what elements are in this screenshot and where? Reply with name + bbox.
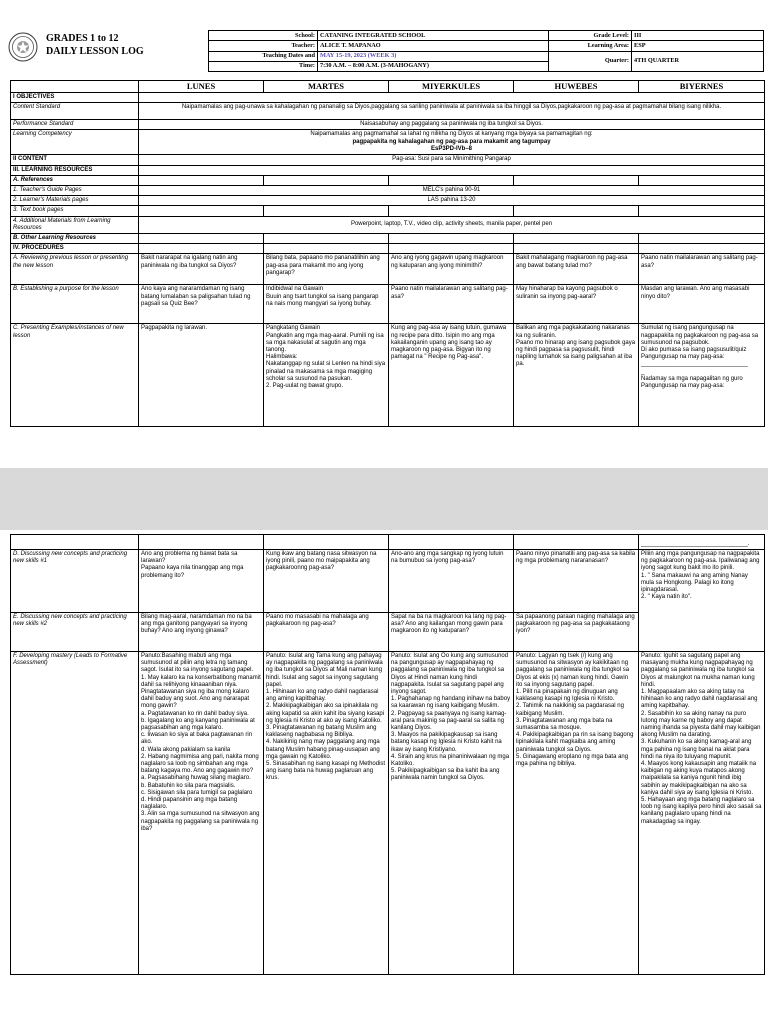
mastery-miyerkules: Panuto: Isulat ang Oo kung ang sumusunod na pangungusap ay nagpapahayag ng paggalang sa paniniwala ng iba tungkol sa Diyos at Hindi naman kung hindi nagpapakita. Isulat sa sagutang papel ang inyong sagot. 1. Paghahanap ng handang inihaw na baboy sa kaarawan ng isang kaibigang Muslim. 2. Pagpayag sa paanyaya ng isang kamag-aral para makinig sa pag-aaral sa salita ng kanilang Diyos. 3. Maayos na pakikipagkausap sa isang batang kasapi ng Iglesia ni Kristo kahit na ikaw ay isang Kristiyano. 4. Sirain ang krus na pinaniniwalaan ng mga Katoliko. 5. Pakikipagkaibigan sa iba kahit iba ang paniniwala namin tungkol sa Diyos. xyxy=(389,652,514,975)
examples-biyernes: Sumulat ng isang pangungusap na nagpapakita ng pagkakaroon ng pag-asa sa sumusunod na pagsubok. Di ako pumasa sa isang pagsusulit/quiz Pangungusap na may pag-asa: ________________________________ _ Nadamay sa mga napagalitan ng guro Pangungusap na may pag-asa: xyxy=(639,324,765,427)
school-label: School: xyxy=(209,31,318,41)
grade-label: Grade Level: xyxy=(549,31,632,41)
blank-cell xyxy=(639,206,765,216)
area-label: Learning Area: xyxy=(549,41,632,51)
competency-line2: pagpapakita ng kahalagahan ng pag-asa para makamit ang tagumpay xyxy=(352,138,551,145)
dates-label: Teaching Dates and xyxy=(209,51,318,61)
examples-martes: Pangkatang Gawain Pangkatin ang mga mag-aaral. Pumili ng isa sa mga nakasulat at sagutin ang mga tanong. Halimbawa: Nakatanggap ng sulat si Lenlen na hindi siya pinalad na makasama sa mga magiging scholar sa susunod na pasukan. 2. Pag-uulat ng bawat grupo. xyxy=(264,324,389,427)
purpose-lunes: Ano kaya ang nararamdaman ng isang batang lumalaban sa paligsahan tulad ng pagsali sa Quiz Bee? xyxy=(139,285,264,324)
form-title-grades: GRADES 1 to 12 xyxy=(46,33,119,44)
mastery-biyernes: Panuto: Iguhit sa sagutang papel ang masayang mukha kung nagpapahayag ng paggalang sa paniniwala ng iba tungkol sa Diyos at malungkot na mukha naman kung hindi. 1. Magpapaalam ako sa aking tatay na hihinaan ko ang radyo dahil nagdarasal ang aming kapitbahay. 2. Sasabihin ko sa aking nanay na puro lutong may karne ng baboy ang dapat naming ihanda sa piyesta dahil may kaibigan akong Muslim na darating. 3. Kukuhanin ko sa aking kamag-aral ang mga pahina ng isang banal na aklat para hindi na niya ito tuluyang mapunit. 4. Maayos kong kakausapin ang mataiik na kaibigan ng aking kuya matapos akong maipakilala sa kaniya ngunit hindi ibig sabihin ay makikipagkaibigan na ako sa kaniya dahil siya ay isang Iglesia ni Kristo. 5. Hahayaan ang mga batang naglalaro sa loob ng isang kapilya pero hindi ako sasali sa kanilang paglalaro upang hindi na makadagdag sa ingay. xyxy=(639,652,765,975)
competency-cell xyxy=(139,130,765,155)
competency-code: EsP3PD-IVb–8 xyxy=(430,145,473,152)
blank-cell xyxy=(264,206,389,216)
purpose-huwebes: May hinaharap ba kayong pagsubok o suliranin sa inyong pag-aaral? xyxy=(514,285,639,324)
teachers-guide-label: 1. Teacher's Guide Pages xyxy=(11,186,139,196)
discuss2-huwebes: Sa papaanong paraan naging mahalaga ang pagkakaroon ng pag-asa sa pagkakataong iyon? xyxy=(514,613,639,652)
area-value: ESP xyxy=(632,41,764,51)
blank-cell xyxy=(389,206,514,216)
page-two xyxy=(0,530,768,1024)
purpose-miyerkules: Paano natin mailalarawan ang salitang pag-asa? xyxy=(389,285,514,324)
learners-materials-label: 2. Learner's Materials pages xyxy=(11,196,139,206)
blank-cell xyxy=(264,175,389,185)
review-huwebes: Bakit mahalagang magkaroon ng pag-asa ang bawat batang tulad mo? xyxy=(514,254,639,285)
mastery-label: F. Developing mastery (Leads to Formative Assessment) xyxy=(11,652,139,975)
blank-cell xyxy=(264,234,389,244)
blank-cell xyxy=(514,206,639,216)
review-miyerkules: Ano ang iyong gagawin upang magkaroon ng katuparan ang iyong minimithi? xyxy=(389,254,514,285)
continuation-blank: ________________________________. xyxy=(639,535,765,550)
form-title-dll: DAILY LESSON LOG xyxy=(46,46,144,57)
examples-label: C. Presenting Examples/instances of new lesson xyxy=(11,324,139,427)
learners-materials-text: LAS pahina 13-20 xyxy=(139,196,765,206)
blank-cell xyxy=(639,175,765,185)
time-value: 7:30 A.M. – 8:00 A.M. (3-MAHOGANY) xyxy=(318,61,549,71)
blank-cell xyxy=(514,234,639,244)
page-gap xyxy=(0,468,768,530)
resources-blank xyxy=(139,165,765,175)
blank-cell xyxy=(139,175,264,185)
blank-cell xyxy=(264,535,389,550)
discuss1-lunes: Ano ang problema ng bawat bata sa larawan? Papaano kaya nila tinanggap ang mga problemang ito? xyxy=(139,550,264,613)
discuss2-miyerkules: Sapat na ba na magkaroon ka lang ng pag-asa? Ano ang kailangan mong gawin para magkaroon ito ng katuparan? xyxy=(389,613,514,652)
day-header-huwebes: HUWEBES xyxy=(514,81,639,93)
mastery-martes: Panuto: Isulat ang Tama kung ang pahayag ay nagpapakita ng paggalang sa paniniwala ng iba tungkol sa Diyos at Mali naman kung hindi. Isulat ang sagot sa inyong sagutang papel. 1. Hihinaan ko ang radyo dahil nagdarasal ang aming kapitbahay. 2. Makikipagkaibigan ako sa ipinakilala ng aking kapatid sa akin kahit iba siyang kasapi ng Iglesia ni Kristo at ako ay isang Katoliko. 3. Pinagtatawanan ng batang Muslim ang kaklaseng nagbabasa ng Bibliya. 4. Nakikinig nang may paggalang ang mga batang Muslim habang pinag-uusapan ang mga gawain ng Katoliko. 5. Sinasabihan ng isang kasapi ng Methodist ang isang bata na huwag paglaruan ang krus. xyxy=(264,652,389,975)
blank-cell xyxy=(389,244,514,254)
additional-materials-text: Powerpoint, laptop, T.V., video clip, activity sheets, manila paper, pentel pen xyxy=(139,216,765,233)
blank-cell xyxy=(639,234,765,244)
school-value: CATANING INTEGRATED SCHOOL xyxy=(318,31,549,41)
review-lunes: Bakit nararapat na igalang natin ang paniniwala ng iba tungkol sa Diyos? xyxy=(139,254,264,285)
performance-standard-text: Naisasabuhay ang paggalang sa paniniwala ng iba tungkol sa Diyos. xyxy=(139,120,765,130)
quarter-value: 4TH QUARTER xyxy=(632,51,764,72)
blank-cell xyxy=(389,175,514,185)
content-heading: II CONTENT xyxy=(11,155,139,165)
blank-cell xyxy=(139,234,264,244)
day-header-lunes: LUNES xyxy=(139,81,264,93)
blank-cell xyxy=(514,175,639,185)
day-header-miyerkules: MIYERKULES xyxy=(389,81,514,93)
review-label: A. Reviewing previous lesson or presenting the new lesson xyxy=(11,254,139,285)
review-martes: Bilang bata, papaano mo pananatilihin ang pag-asa para makamit mo ang iyong pangarap? xyxy=(264,254,389,285)
blank-cell xyxy=(639,244,765,254)
examples-lunes: Pagpapakita ng larawan. xyxy=(139,324,264,427)
discuss1-label: D. Discussing new concepts and practicing new skills #1 xyxy=(11,550,139,613)
additional-materials-label: 4. Additional Materials from Learning Resources xyxy=(11,216,139,233)
header-info-table xyxy=(208,30,764,72)
mastery-huwebes: Panuto: Lagyan ng tsek (/) kung ang sumusunod na sitwasyon ay kakikitaan ng paggalang sa paniniwala ng iba tungkol sa Diyos at ekis (x) naman kung hindi. Gawin ito sa inyong sagutang papel. 1. Pilit na pinapakain ng dinuguan ang kaklaseng kasapi ng Iglesia ni Kristo. 2. Tahimik na nakikinig sa pagdarasal ng kaibigang Muslim. 3. Pinagtatawanan ang mga bata na sumasamba sa mosque. 4. Pakikipagkaibigan pa rin sa isang bagong lipinakilala kahit magkaiba ang aming paniniwala tungkol sa Diyos. 5. Ginagawang eroplano ng mga bata ang mga pahina ng bibliya. xyxy=(514,652,639,975)
blank-cell xyxy=(264,244,389,254)
discuss2-lunes: Bilang mag-aaral, naramdaman mo na ba ang mga ganitong pangyayari sa inyong buhay? Ano ang inyong ginawa? xyxy=(139,613,264,652)
quarter-label: Quarter: xyxy=(549,51,632,72)
discuss1-martes: Kung ikaw ang batang nasa sitwasyon na iyong pinili, paano mo maipapakita ang pagkakaroonng pag-asa? xyxy=(264,550,389,613)
teacher-value: ALICE T. MAPANAO xyxy=(318,41,549,51)
examples-miyerkules: Kung ang pag-asa ay isang lutuin, gumawa ng recipe para ditto. Isipin mo ang mga kakailanganin upang ang isang tao ay magkaroon ng pag-asa. Bigyan ito ng pamagat na " Recipe ng Pag-asa". xyxy=(389,324,514,427)
procedures-heading: IV. PROCEDURES xyxy=(11,244,139,254)
purpose-martes: Indibidwal na Gawain Buuin ang tsart tungkol sa isang pangarap na nais mong mangyari sa iyong buhay. xyxy=(264,285,389,324)
deped-seal-icon xyxy=(8,32,38,62)
teachers-guide-text: MELC's pahina 90-91 xyxy=(139,186,765,196)
performance-standard-label: Performance Standard xyxy=(11,120,139,130)
content-text: Pag-asa: Susi para sa Minimithing Pangarap xyxy=(139,155,765,165)
teacher-label: Teacher: xyxy=(209,41,318,51)
content-standard-text: Naipamamalas ang pag-unawa sa kahalagahan ng pananalig sa Diyos,paggalang sa sariling paniniwala at paniniwala sa iba hinggil sa Diyos,pagkakaroon ng pag-asa at pagmamahal bilang isang nilikha. xyxy=(139,103,765,120)
competency-label: Learning Competency xyxy=(11,130,139,155)
review-biyernes: Paano natin mailalarawan ang salitang pag-asa? xyxy=(639,254,765,285)
blank-cell xyxy=(389,535,514,550)
examples-huwebes: Balikan ang mga pagkakataong nakaranas ka ng suliranin. Paano mo hinarap ang isang pagsubok gaya ng hindi pagpasa sa pagsusulit, hindi napiling lumahok sa isang paligsahan at iba pa. xyxy=(514,324,639,427)
discuss2-label: E. Discussing new concepts and practicing new skills #2 xyxy=(11,613,139,652)
textbook-label: 3. Text book pages xyxy=(11,206,139,216)
page-one xyxy=(0,0,768,468)
time-label: Time: xyxy=(209,61,318,71)
blank-cell xyxy=(139,206,264,216)
discuss1-miyerkules: Ano-ano ang mga sangkap ng iyong lutuin na bumubuo sa iyong pag-asa? xyxy=(389,550,514,613)
day-header-biyernes: BIYERNES xyxy=(639,81,765,93)
corner-cell xyxy=(11,81,139,93)
purpose-biyernes: Masdan ang larawan. Ano ang masasabi ninyo dito? xyxy=(639,285,765,324)
discuss1-biyernes: Piliin ang mga pangungusap na nagpapakita ng pagkakaroon ng pag-asa. Ipaliwanag ang iyong sagot kung bakit mo ito pinili. 1. " Sana makauwi na ang aming Nanay mula sa Hongkong. Palagi ko itong ipinagdarasal. 2. " Kaya natin ito". xyxy=(639,550,765,652)
competency-line1: Naipamamalas ang pagmamahal sa lahat ng nilikha ng Diyos at kanyang mga biyaya sa pamamagitan ng: xyxy=(310,131,593,138)
mastery-lunes: Panuto:Basahing mabuti ang mga sumusunod at piliin ang letra ng tamang sagot. Isulat ito sa inyong sagutang papel. 1. May kalaro ka na konserbatibong manamit dahil sa relihiyong kinaaaniban niya. Pinagtatawanan siya ng iba mong kalaro dahil baduy ang suot. Ano ang nararapat mong gawin? a. Pagtatawanan ko rin dahil baduy siya. b. Igagalang ko ang kanyang paniniwala at pagsasabihan ang mga kalaro. c. Iiwasan ko siya at baka pagtawanan rin ako. d. Wala akong pakialam sa kanila 2. Habang nagmimisa ang pari, nakita mong naglalaro sa loob ng simbahan ang mga batang kagaya mo. Ano ang gagawin mo? a. Pagsasabihang huwag silang maglaro. b. Babatuhin ko sila para magsialis. c. Sisigawan sila para tumigil sa paglalaro d. Hindi papansinin ang mga batang naglalaro. 3. Alin sa mga sumusunod na sitwasyon ang nagpapakita ng paggalang sa paniniwala ng iba? xyxy=(139,652,264,975)
dates-value: MAY 15-19, 2023 (WEEK 3) xyxy=(318,51,549,61)
blank-cell xyxy=(389,234,514,244)
blank-cell xyxy=(514,535,639,550)
resources-heading: III. LEARNING RESOURCES xyxy=(11,165,139,175)
discuss1-huwebes: Paano ninyo pinanatili ang pag-asa sa kabila ng mga problemang nararanasan? xyxy=(514,550,639,613)
blank-cell xyxy=(139,535,264,550)
blank-cell xyxy=(11,535,139,550)
grade-value: III xyxy=(632,31,764,41)
objectives-heading: I OBJECTIVES xyxy=(11,93,139,103)
objectives-blank xyxy=(139,93,765,103)
purpose-label: B. Establishing a purpose for the lesson xyxy=(11,285,139,324)
references-heading: A. References xyxy=(11,175,139,185)
blank-cell xyxy=(514,244,639,254)
content-standard-label: Content Standard xyxy=(11,103,139,120)
lesson-table-page2 xyxy=(10,534,765,975)
blank-cell xyxy=(139,244,264,254)
other-resources-label: B. Other Learning Resources xyxy=(11,234,139,244)
discuss2-martes: Paano mo masasabi na mahalaga ang pagkakaroon ng pag-asa? xyxy=(264,613,389,652)
lesson-table-page1 xyxy=(10,80,765,427)
day-header-martes: MARTES xyxy=(264,81,389,93)
